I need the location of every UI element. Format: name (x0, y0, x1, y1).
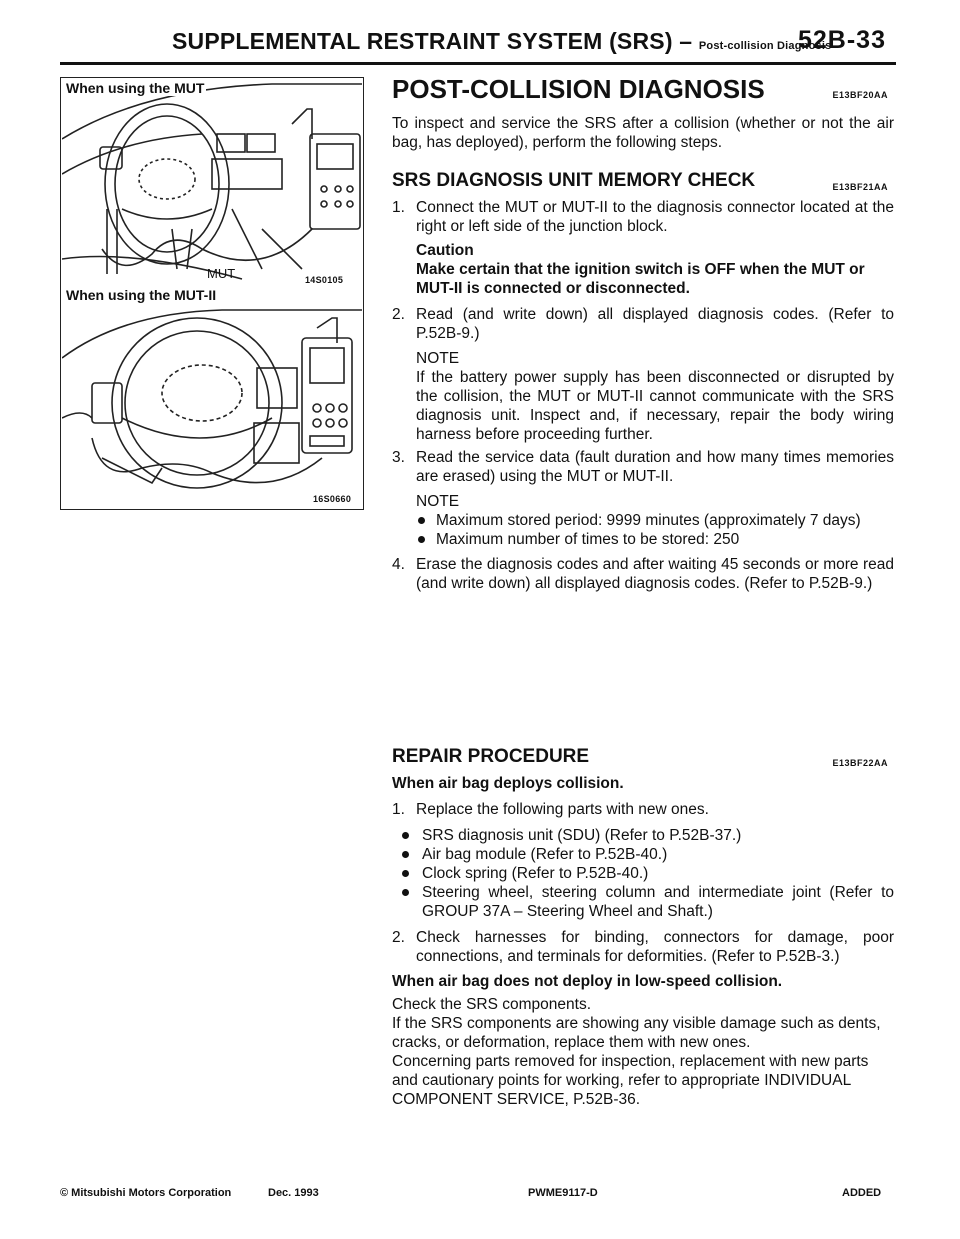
list-item-text: Maximum number of times to be stored: 250 (436, 531, 740, 548)
section-code-repair: E13BF22AA (832, 758, 888, 768)
repair-paragraph-3: Concerning parts removed for inspection, replacement with new parts and cautionary points for working, refer to appropriate INDIVIDUAL COMPONENT SERVICE, P.52B-36. (392, 1053, 869, 1108)
list-item-text: Steering wheel, steering column and intermediate joint (Refer to GROUP 37A – Steering Wheel and Shaft.) (422, 884, 894, 920)
note-text: If the battery power supply has been disconnected or disrupted by the collision, the MUT or MUT-II cannot communicate with the SRS diagnosis unit. Inspect and, if necessary, repair the body wiring harness before proceeding further. (416, 369, 894, 443)
step-number: 2. (392, 929, 405, 946)
caution-block (392, 241, 894, 298)
list-item (392, 864, 894, 883)
step-text: Replace the following parts with new ones. (416, 801, 709, 818)
step-number: 3. (392, 449, 405, 466)
figure-code-top: 14S0105 (305, 275, 344, 285)
repair-paragraph-2: If the SRS components are showing any visible damage such as dents, cracks, or deformation, replace them with new ones. (392, 1015, 881, 1051)
list-item (392, 883, 894, 921)
replace-parts-list (392, 826, 894, 921)
header-subtitle: Post-collision Diagnosis (698, 40, 832, 52)
list-item-text: Maximum stored period: 9999 minutes (approximately 7 days) (436, 512, 861, 529)
mut-illustration (62, 79, 362, 284)
note-label: NOTE (416, 493, 460, 510)
repair-column (392, 746, 894, 1109)
page-header (60, 26, 896, 65)
header-title-main: SUPPLEMENTAL RESTRAINT SYSTEM (SRS) – (172, 28, 693, 54)
list-item-text: SRS diagnosis unit (SDU) (Refer to P.52B-37.) (422, 827, 742, 844)
step-number: 1. (392, 801, 405, 818)
footer-doc-id: PWME9117-D (528, 1187, 598, 1199)
footer-date: Dec. 1993 (268, 1187, 319, 1199)
note-block-1 (392, 349, 894, 444)
caution-label: Caution (416, 242, 474, 259)
repair-paragraph-1: Check the SRS components. (392, 996, 592, 1013)
list-item-text: Clock spring (Refer to P.52B-40.) (422, 865, 649, 882)
step-number: 1. (392, 199, 405, 216)
section-code-memory-check: E13BF21AA (832, 182, 888, 192)
section-title-post-collision: POST-COLLISION DIAGNOSIS (392, 74, 765, 104)
step-number: 4. (392, 556, 405, 573)
mut-ii-illustration (62, 308, 362, 503)
bullet-icon (402, 889, 409, 896)
memory-step-1 (392, 198, 894, 236)
memory-step-4 (392, 555, 894, 593)
bullet-icon (402, 851, 409, 858)
note-label: NOTE (416, 350, 460, 367)
section-code-post-collision: E13BF20AA (832, 90, 888, 100)
memory-step-2 (392, 305, 894, 343)
step-text: Read (and write down) all displayed diagnosis codes. (Refer to P.52B-9.) (416, 306, 894, 342)
bullet-icon (418, 517, 425, 524)
section-title-repair: REPAIR PROCEDURE (392, 746, 590, 767)
repair-subheading-not-deploy: When air bag does not deploy in low-speed collision. (392, 973, 783, 990)
repair-subheading-deploys: When air bag deploys collision. (392, 775, 624, 792)
bullet-icon (402, 870, 409, 877)
list-item (416, 530, 894, 549)
memory-step-3 (392, 448, 894, 486)
main-column (392, 74, 894, 593)
caution-text: Make certain that the ignition switch is OFF when the MUT or MUT-II is connected or disconnected. (416, 261, 865, 297)
page-number: 52B-33 (798, 26, 886, 54)
bullet-icon (418, 536, 425, 543)
list-item (392, 826, 894, 845)
section-post-collision (392, 74, 894, 104)
step-text: Connect the MUT or MUT-II to the diagnosis connector located at the right or left side of the junction block. (416, 199, 894, 235)
figure-label-mut-ii: When using the MUT-II (66, 287, 217, 303)
step-text: Read the service data (fault duration and how many times memories are erased) using the MUT or MUT-II. (416, 449, 894, 485)
list-item (392, 845, 894, 864)
step-text: Erase the diagnosis codes and after waiting 45 seconds or more read (and write down) all displayed diagnosis codes. (Refer to P.52B-9.) (416, 556, 894, 592)
footer-status: ADDED (842, 1187, 882, 1199)
figure-code-bottom: 16S0660 (313, 494, 352, 504)
footer-copyright: © Mitsubishi Motors Corporation (60, 1187, 232, 1199)
header-title (172, 28, 831, 55)
step-number: 2. (392, 306, 405, 323)
figure-callout-mut: MUT (207, 266, 236, 281)
repair-step-1 (392, 800, 894, 819)
section-title-memory-check: SRS DIAGNOSIS UNIT MEMORY CHECK (392, 170, 756, 191)
figure-label-mut: When using the MUT (66, 80, 205, 96)
repair-step-2 (392, 928, 894, 966)
note-block-2 (392, 492, 894, 549)
section-memory-check (392, 170, 894, 192)
intro-paragraph: To inspect and service the SRS after a collision (whether or not the air bag, has deployed), perform the following steps. (392, 115, 894, 151)
section-repair (392, 746, 894, 768)
list-item (416, 511, 894, 530)
list-item-text: Air bag module (Refer to P.52B-40.) (422, 846, 668, 863)
step-text: Check harnesses for binding, connectors for damage, poor connections, and terminals for deformities. (Refer to P.52B-3.) (416, 929, 894, 965)
figure-panel (60, 77, 364, 510)
bullet-icon (402, 832, 409, 839)
